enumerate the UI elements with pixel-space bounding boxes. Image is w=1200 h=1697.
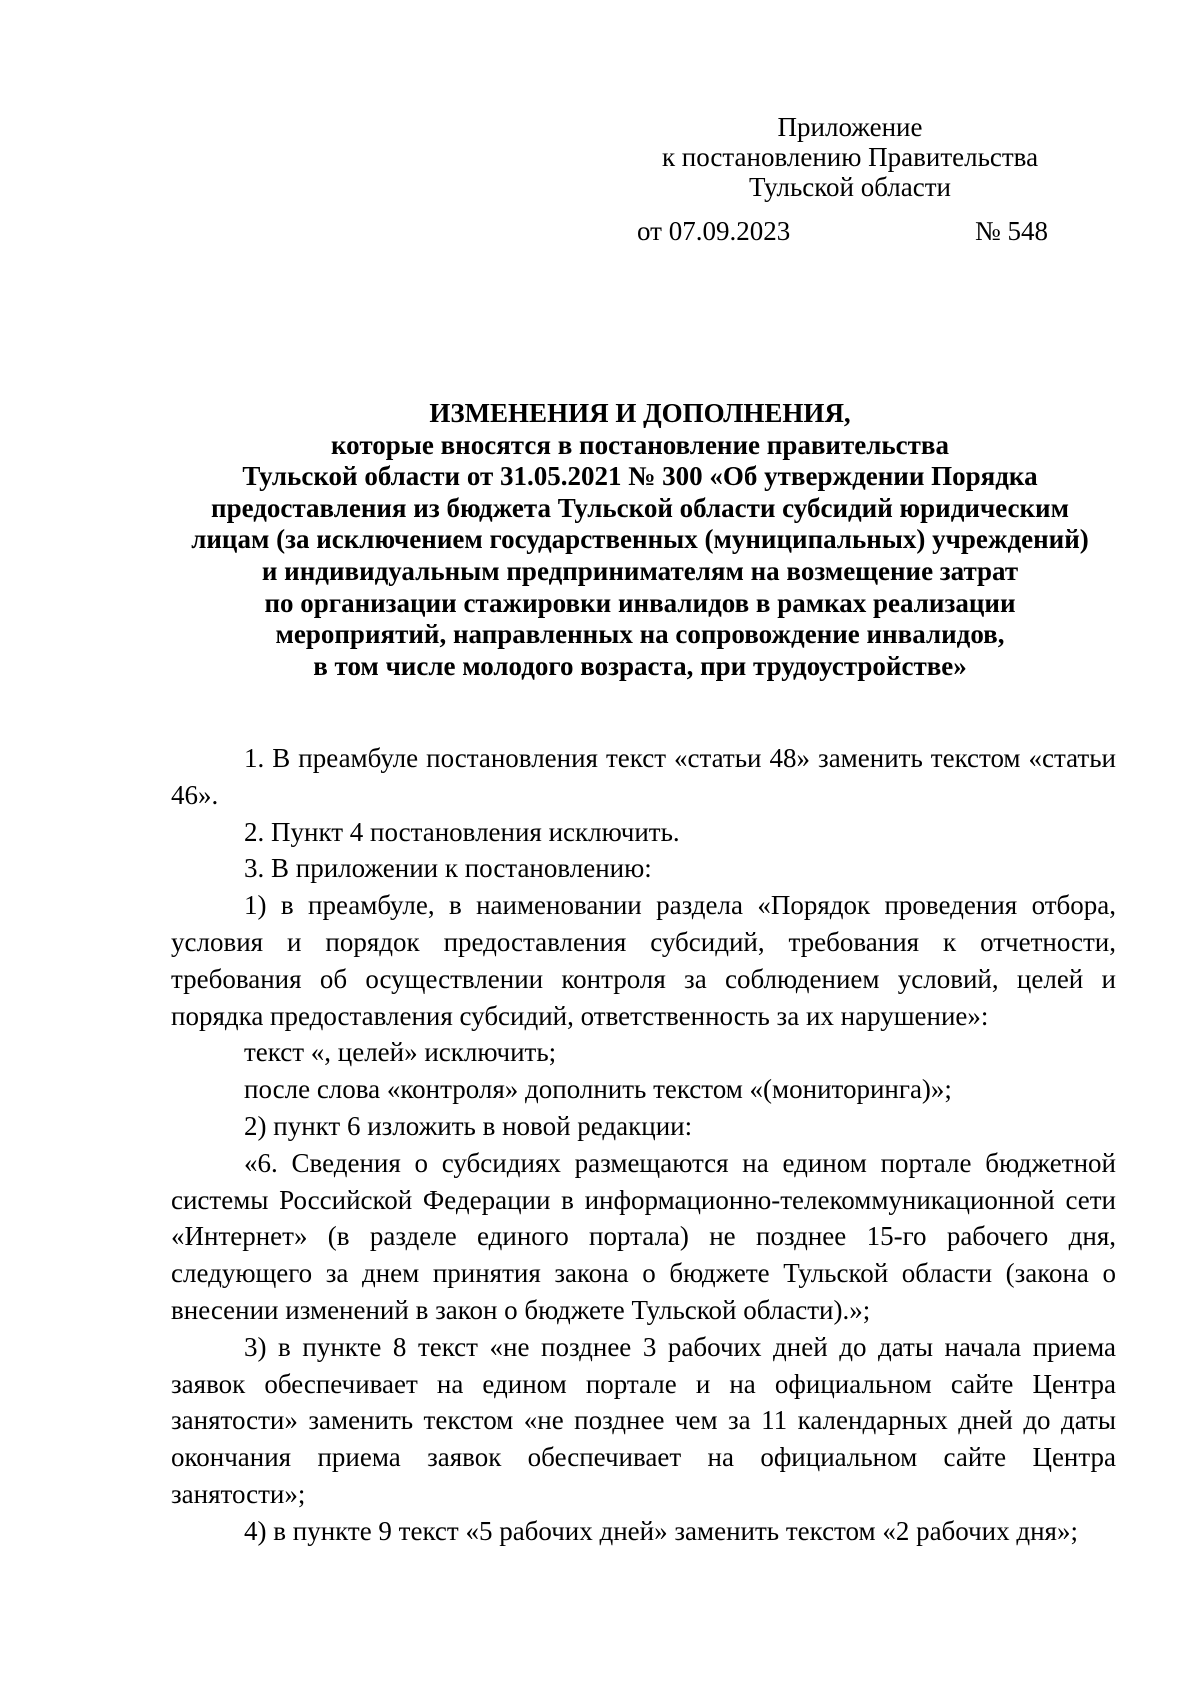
appendix-block bbox=[630, 112, 1070, 202]
title-line: Тульской области от 31.05.2021 № 300 «Об утверждении Порядка bbox=[242, 461, 1038, 492]
title-line: лицам (за исключением государственных (муниципальных) учреждений) bbox=[191, 524, 1089, 555]
body-paragraph: 2) пункт 6 изложить в новой редакции: bbox=[244, 1110, 693, 1141]
resolution-date: от 07.09.2023 bbox=[637, 216, 791, 246]
body-paragraph: «6. Сведения о субсидиях размещаются на едином портале бюджетной системы Российской Федерации в информационно-телекоммуникационной сети «Интернет» (в разделе единого портала) не позднее 15-го рабочего дня, следующего за днем принятия закона о бюджете Тульской области (закона о внесении изменений в закон о бюджете Тульской области).»; bbox=[171, 1147, 1116, 1325]
title-line: по организации стажировки инвалидов в рамках реализации bbox=[264, 587, 1016, 618]
appendix-region: Тульской области bbox=[749, 172, 951, 202]
body-paragraph: 1. В преамбуле постановления текст «статьи 48» заменить текстом «статьи 46». bbox=[171, 743, 1116, 810]
title-line: мероприятий, направленных на сопровождение инвалидов, bbox=[275, 619, 1005, 650]
body-paragraph: 4) в пункте 9 текст «5 рабочих дней» заменить текстом «2 рабочих дня»; bbox=[244, 1515, 1078, 1546]
title-line: и индивидуальным предпринимателям на возмещение затрат bbox=[261, 555, 1019, 586]
title-line: которые вносятся в постановление правительства bbox=[330, 429, 949, 460]
document-title bbox=[150, 398, 1130, 682]
appendix-resolution-ref: к постановлению Правительства bbox=[661, 142, 1039, 172]
document-body bbox=[171, 740, 1116, 1550]
body-paragraph: 1) в преамбуле, в наименовании раздела «Порядок проведения отбора, условия и порядок предоставления субсидий, требования к отчетности, требования об осуществлении контроля за соблюдением условий, целей и порядка предоставления субсидий, ответственность за их нарушение»: bbox=[171, 890, 1116, 1031]
body-paragraph: 3) в пункте 8 текст «не позднее 3 рабочих дней до даты начала приема заявок обеспечивает на едином портале и на официальном сайте Центра занятости» заменить текстом «не позднее чем за 11 календарных дней до даты окончания приема заявок обеспечивает на официальном сайте Центра занятости»; bbox=[171, 1331, 1116, 1509]
title-line: в том числе молодого возраста, при трудоустройстве» bbox=[313, 650, 967, 681]
resolution-number: № 548 bbox=[975, 216, 1049, 246]
body-paragraph: 3. В приложении к постановлению: bbox=[244, 853, 652, 884]
body-paragraph: после слова «контроля» дополнить текстом «(мониторинга)»; bbox=[244, 1074, 952, 1105]
appendix-label: Приложение bbox=[777, 112, 923, 142]
title-line: предоставления из бюджета Тульской области субсидий юридическим bbox=[211, 492, 1069, 523]
body-paragraph: 2. Пункт 4 постановления исключить. bbox=[244, 816, 680, 847]
title-line: ИЗМЕНЕНИЯ И ДОПОЛНЕНИЯ, bbox=[429, 398, 851, 428]
body-paragraph: текст «, целей» исключить; bbox=[244, 1037, 557, 1068]
